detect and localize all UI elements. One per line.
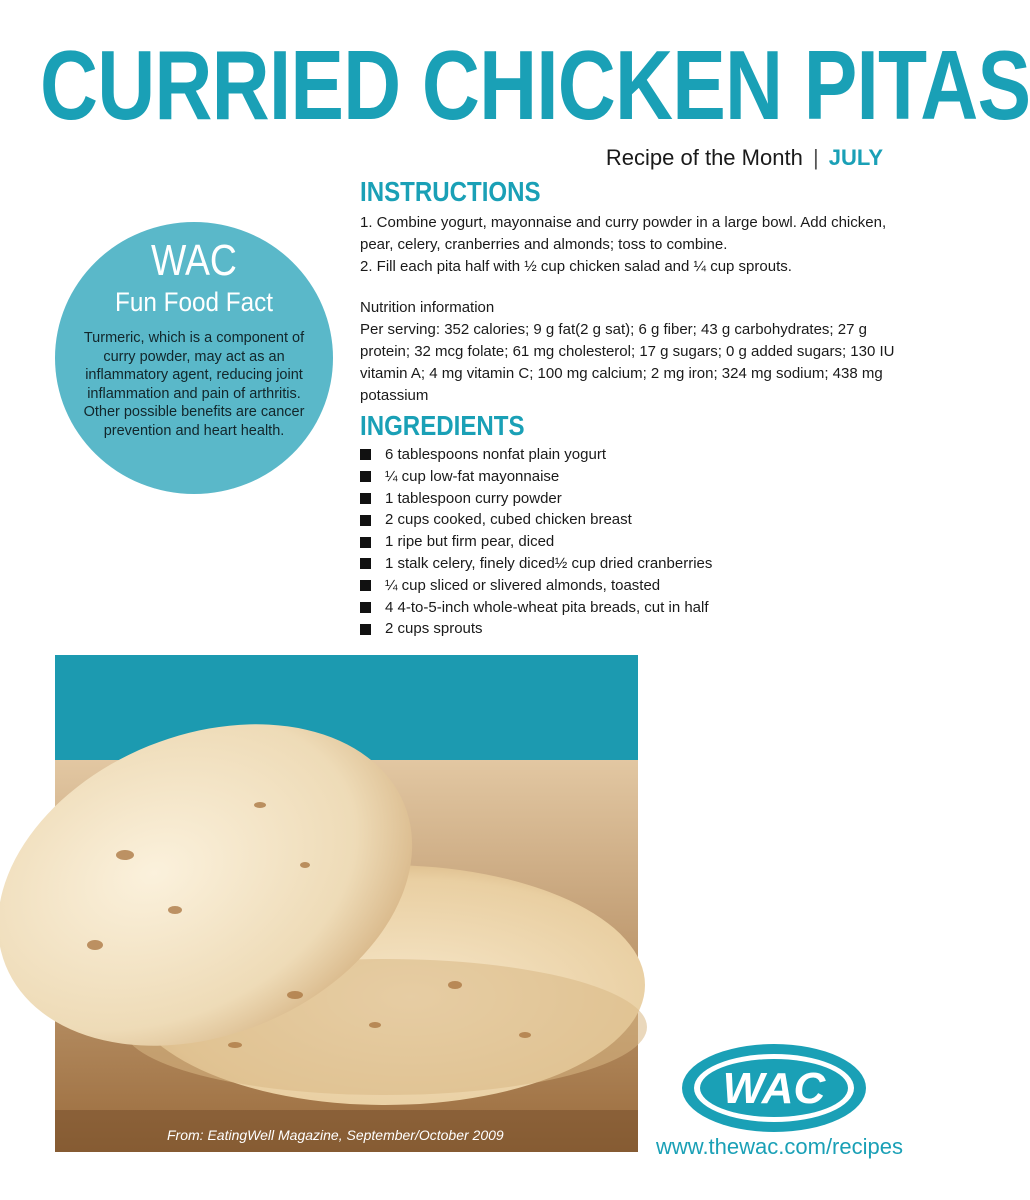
fun-food-fact-circle — [55, 222, 333, 494]
list-item — [360, 531, 895, 553]
square-bullet-icon — [360, 580, 371, 591]
footer-url[interactable]: www.thewac.com/recipes — [656, 1134, 903, 1159]
square-bullet-icon — [360, 515, 371, 526]
pita-photo — [55, 655, 638, 1152]
subtitle-label: Recipe of the Month — [605, 145, 803, 170]
nutrition-text: Per serving: 352 calories; 9 g fat(2 g sat); 6 g fiber; 43 g carbohydrates; 27 g protein; 32 mcg folate; 61 mg cholesterol; 17 g sugars; 0 g added sugars; 130 IU vitamin A; 4 mg vitamin C; 100 mg calcium; 2 mg iron; 324 mg sodium; 438 mg potassium — [360, 321, 895, 404]
instructions-heading: INSTRUCTIONS — [360, 176, 541, 207]
instructions-section — [360, 212, 895, 278]
list-item — [360, 597, 895, 619]
pita-bread-image — [55, 655, 638, 1152]
ingredient-text: 1 tablespoon curry powder — [385, 489, 562, 507]
list-item — [360, 618, 895, 640]
nutrition-section — [360, 297, 895, 407]
square-bullet-icon — [360, 558, 371, 569]
square-bullet-icon — [360, 493, 371, 504]
ingredient-text: 1 ripe but firm pear, diced — [385, 533, 555, 551]
square-bullet-icon — [360, 537, 371, 548]
instruction-step: 2. Fill each pita half with ½ cup chicken salad and ¼ cup sprouts. — [360, 258, 792, 275]
list-item — [360, 488, 895, 510]
subtitle-separator: | — [812, 145, 819, 170]
list-item — [360, 466, 895, 488]
fun-fact-brand: WAC — [151, 236, 237, 285]
square-bullet-icon — [360, 624, 371, 635]
nutrition-label: Nutrition information — [360, 299, 495, 316]
fun-fact-title: Fun Food Fact — [114, 287, 274, 317]
wac-logo — [678, 1040, 870, 1136]
logo-text: WAC — [722, 1064, 826, 1113]
ingredients-heading: INGREDIENTS — [360, 410, 525, 441]
ingredient-text: 4 4-to-5-inch whole-wheat pita breads, cut in half — [385, 598, 709, 616]
ingredient-text: 1 stalk celery, finely diced½ cup dried cranberries — [385, 554, 713, 572]
photo-caption: From: EatingWell Magazine, September/October 2009 — [167, 1127, 504, 1143]
recipe-of-month-label — [606, 145, 883, 171]
instruction-step: 1. Combine yogurt, mayonnaise and curry powder in a large bowl. Add chicken, pear, celery, cranberries and almonds; toss to combine. — [360, 214, 887, 253]
ingredient-text: ¼ cup sliced or slivered almonds, toasted — [385, 576, 661, 594]
square-bullet-icon — [360, 449, 371, 460]
ingredient-text: ¼ cup low-fat mayonnaise — [385, 467, 560, 485]
list-item — [360, 444, 895, 466]
subtitle-month: JULY — [828, 145, 883, 170]
square-bullet-icon — [360, 471, 371, 482]
ingredients-list — [360, 444, 895, 640]
ingredient-text: 6 tablespoons nonfat plain yogurt — [385, 446, 606, 463]
ingredient-text: 2 cups sprouts — [385, 620, 483, 638]
list-item — [360, 575, 895, 597]
list-item — [360, 553, 895, 575]
square-bullet-icon — [360, 602, 371, 613]
ingredient-text: 2 cups cooked, cubed chicken breast — [385, 511, 632, 529]
fun-fact-text: Turmeric, which is a component of curry powder, may act as an inflammatory agent, reducing joint inflammation and pain of arthritis. Other possible benefits are cancer prevention and heart health. — [83, 330, 305, 439]
page-title: CURRIED CHICKEN PITAS — [40, 30, 1030, 140]
list-item — [360, 509, 895, 531]
